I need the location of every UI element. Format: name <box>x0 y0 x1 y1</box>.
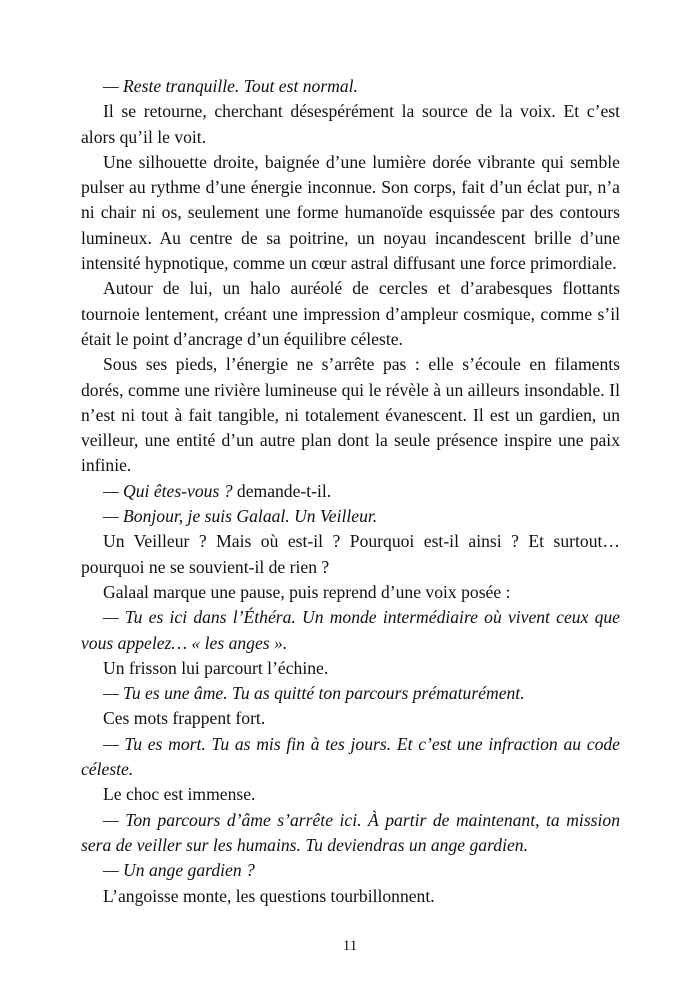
narration-text: Une silhouette droite, baignée d’une lumière dorée vibrante qui semble pulser au rythme d’une énergie inconnue. Son corps, fait d’un éclat pur, n’a ni chair ni os, seulement une forme humanoïde esquissée par des contours lumineux. Au centre de sa poitrine, un noyau incandescent brille d’une intensité hypnotique, comme un cœur astral diffusant une force primordiale. <box>81 151 620 274</box>
narration-text: Il se retourne, cherchant désespérément la source de la voix. Et c’est alors qu’il le voit. <box>81 101 620 147</box>
paragraph-p4 <box>81 276 620 352</box>
dialogue-text: — Qui êtes-vous ? <box>103 480 233 501</box>
dialogue-text: — Reste tranquille. Tout est normal. <box>103 76 358 96</box>
paragraph-p18 <box>81 884 620 909</box>
dialogue-text: — Bonjour, je suis Galaal. Un Veilleur. <box>103 506 378 527</box>
paragraph-p13 <box>81 706 620 731</box>
paragraph-p15 <box>81 782 620 807</box>
paragraph-p2 <box>81 99 620 150</box>
paragraph-p7 <box>81 504 620 529</box>
dialogue-text: — Ton parcours d’âme s’arrête ici. À partir de maintenant, ta mission sera de veiller sur les humains. Tu deviendras un ange gardien. <box>81 809 620 855</box>
paragraph-p16 <box>81 808 620 859</box>
dialogue-text: — Un ange gardien ? <box>103 860 255 881</box>
dialogue-text: — Tu es ici dans l’Éthéra. Un monde intermédiaire où vivent ceux que vous appelez… « les anges ». <box>81 607 620 653</box>
narration-text: Le choc est immense. <box>103 784 256 805</box>
narration-text: Un Veilleur ? Mais où est-il ? Pourquoi est-il ainsi ? Et surtout… pourquoi ne se souvient-il de rien ? <box>81 531 620 577</box>
paragraph-p10 <box>81 605 620 656</box>
narration-text: demande-t-il. <box>232 480 332 501</box>
narration-text: Autour de lui, un halo auréolé de cercles et d’arabesques flottants tournoie lentement, créant une impression d’ampleur cosmique, comme s’il était le point d’ancrage d’un équilibre céleste. <box>81 278 620 349</box>
paragraph-p5 <box>81 352 620 478</box>
dialogue-text: — Tu es une âme. Tu as quitté ton parcours prématurément. <box>103 683 525 704</box>
page-number: 11 <box>342 938 358 954</box>
page-body <box>81 74 620 909</box>
paragraph-p1 <box>81 74 620 99</box>
paragraph-p17 <box>81 858 620 883</box>
paragraph-p6 <box>81 479 620 504</box>
dialogue-text: — Tu es mort. Tu as mis fin à tes jours. Et c’est une infraction au code céleste. <box>81 733 620 780</box>
narration-text: L’angoisse monte, les questions tourbillonnent. <box>103 885 435 906</box>
narration-text: Galaal marque une pause, puis reprend d’une voix posée : <box>103 581 511 602</box>
narration-text: Un frisson lui parcourt l’échine. <box>103 657 329 678</box>
narration-text: Sous ses pieds, l’énergie ne s’arrête pas : elle s’écoule en filaments dorés, comme une rivière lumineuse qui le révèle à un ailleurs insondable. Il n’est ni tout à fait tangible, ni totalement évanescent. Il est un gardien, un veilleur, une entité d’un autre plan dont la seule présence inspire une paix infinie. <box>81 354 620 476</box>
paragraph-p8 <box>81 529 620 580</box>
paragraph-p3 <box>81 150 620 276</box>
paragraph-p11 <box>81 656 620 681</box>
paragraph-p9 <box>81 580 620 605</box>
paragraph-p14 <box>81 732 620 783</box>
paragraph-p12 <box>81 681 620 706</box>
narration-text: Ces mots frappent fort. <box>103 708 266 729</box>
